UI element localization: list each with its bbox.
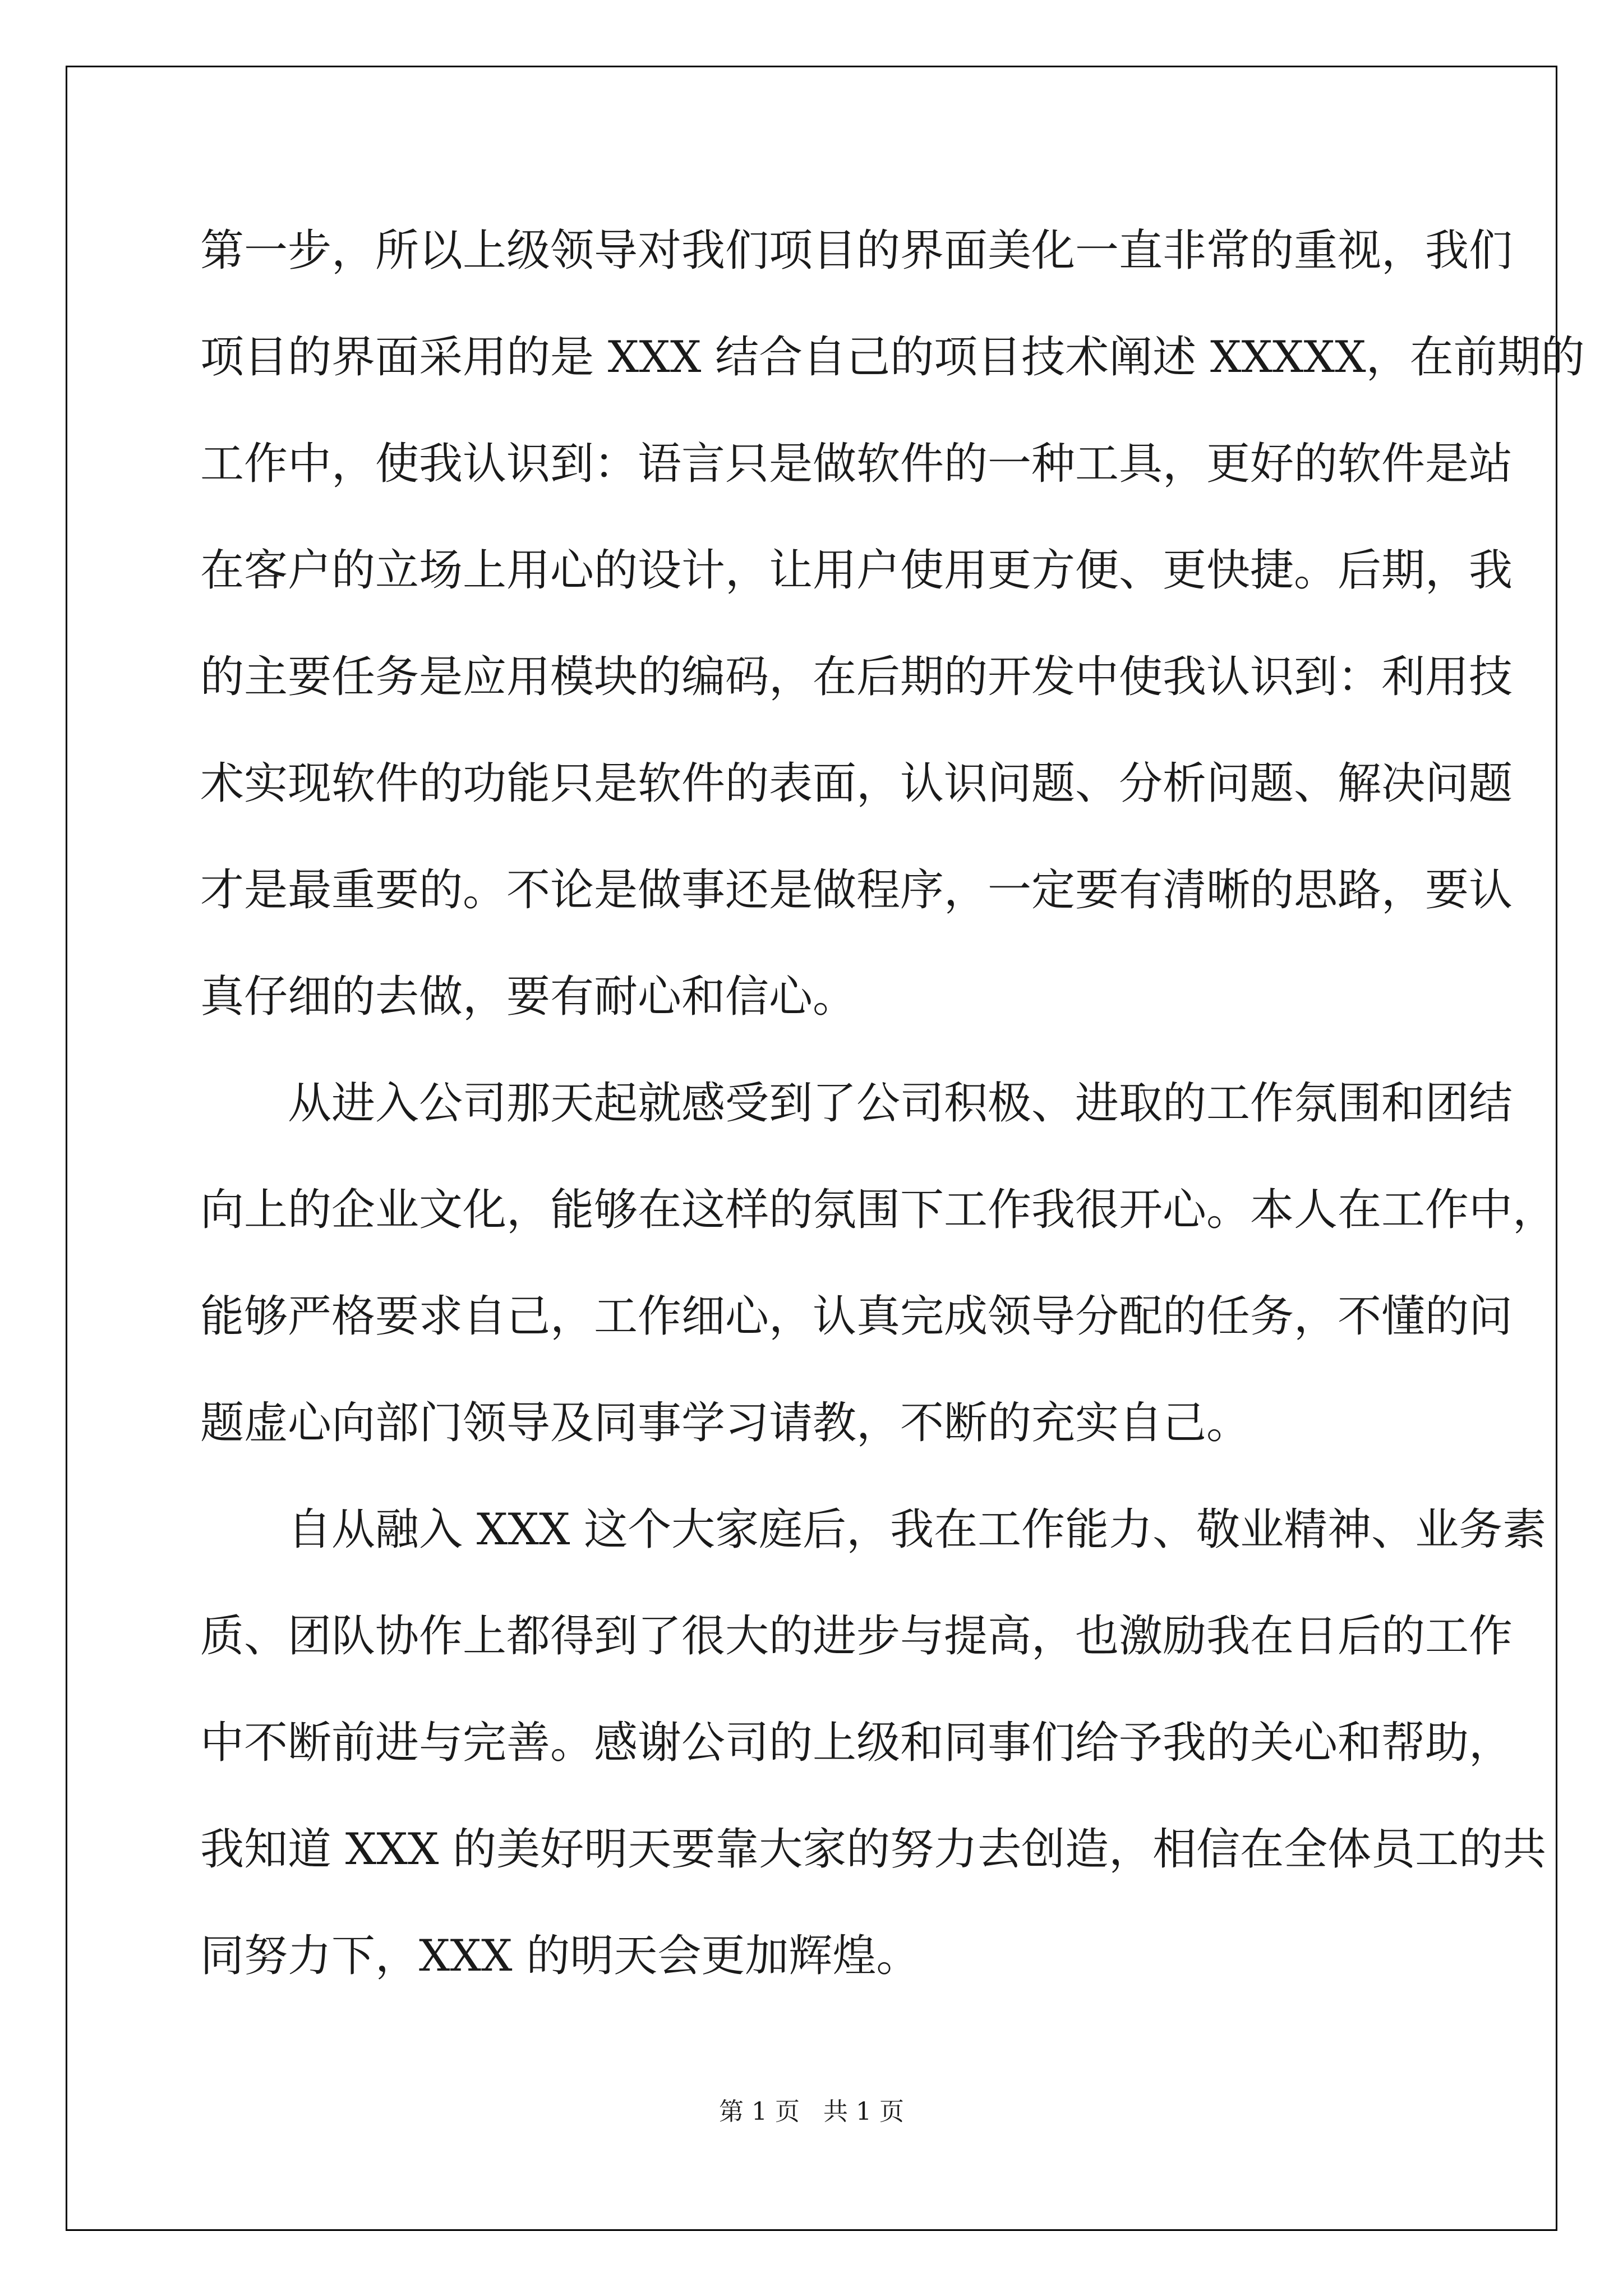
text-line: 术实现软件的功能只是软件的表面，认识问题、分析问题、解决问题 bbox=[200, 758, 1513, 809]
text-line: 自从融入 XXX 这个大家庭后，我在工作能力、敬业精神、业务素 bbox=[288, 1504, 1547, 1555]
text-line: 项目的界面采用的是 XXX 结合自己的项目技术阐述 XXXXX，在前期的 bbox=[200, 332, 1585, 383]
text-line: 中不断前进与完善。感谢公司的上级和同事们给予我的关心和帮助， bbox=[200, 1718, 1513, 1768]
paragraph-3 bbox=[200, 1476, 1547, 2009]
text-line: 在客户的立场上用心的设计，让用户使用更方便、更快捷。后期，我 bbox=[200, 545, 1513, 596]
text-line: 的主要任务是应用模块的编码，在后期的开发中使我认识到：利用技 bbox=[200, 652, 1513, 702]
text-line: 向上的企业文化，能够在这样的氛围下工作我很开心。本人在工作中， bbox=[200, 1185, 1557, 1235]
text-line: 质、团队协作上都得到了很大的进步与提高，也激励我在日后的工作 bbox=[200, 1611, 1513, 1662]
paragraph-2 bbox=[200, 1050, 1557, 1476]
text-line: 真仔细的去做，要有耐心和信心。 bbox=[200, 972, 857, 1022]
page-footer: 第 1 页 共 1 页 bbox=[719, 2097, 904, 2126]
text-line: 第一步，所以上级领导对我们项目的界面美化一直非常的重视，我们 bbox=[200, 226, 1513, 276]
text-line: 能够严格要求自己，工作细心，认真完成领导分配的任务，不懂的问 bbox=[200, 1291, 1513, 1342]
text-line: 我知道 XXX 的美好明天要靠大家的努力去创造，相信在全体员工的共 bbox=[200, 1824, 1547, 1875]
text-line: 题虚心向部门领导及同事学习请教，不断的充实自己。 bbox=[200, 1398, 1251, 1448]
text-line: 从进入公司那天起就感受到了公司积极、进取的工作氛围和团结 bbox=[288, 1078, 1513, 1129]
text-line: 才是最重要的。不论是做事还是做程序，一定要有清晰的思路，要认 bbox=[200, 865, 1513, 915]
document-body bbox=[200, 197, 1585, 2009]
paragraph-1 bbox=[200, 197, 1585, 1050]
text-line: 同努力下，XXX 的明天会更加辉煌。 bbox=[200, 1931, 920, 1981]
text-line: 工作中，使我认识到：语言只是做软件的一种工具，更好的软件是站 bbox=[200, 439, 1513, 489]
